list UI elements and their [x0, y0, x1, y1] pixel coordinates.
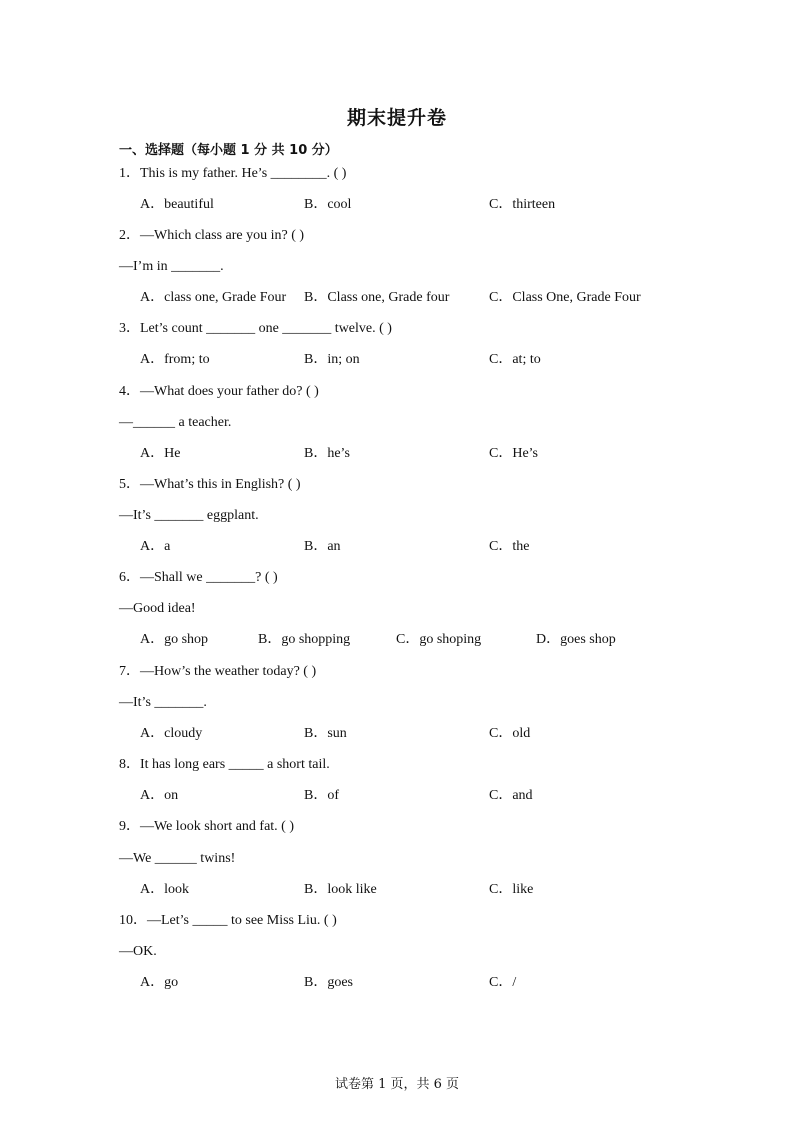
answer-option: B．an	[304, 539, 341, 554]
answer-option: A．go	[140, 975, 179, 990]
question-stem: 8．It has long ears _____ a short tail.	[119, 757, 330, 772]
page-footer: 试卷第 1 页，共 6 页	[334, 1077, 460, 1092]
answer-option: C．thirteen	[489, 197, 556, 212]
answer-option: A．on	[140, 788, 179, 803]
answer-option: C．the	[489, 539, 530, 554]
answer-option: C．/	[489, 975, 517, 990]
answer-option: B．he’s	[304, 446, 350, 461]
answer-option: B．go shopping	[258, 632, 351, 647]
question-dialogue-line: —OK.	[119, 944, 157, 959]
question-stem: 5．—What’s this in English? ( )	[119, 477, 301, 492]
question-stem: 6．—Shall we _______? ( )	[119, 570, 278, 585]
answer-option: A．He	[140, 446, 181, 461]
answer-option: D．goes shop	[536, 632, 616, 647]
answer-option: A．look	[140, 882, 189, 897]
answer-option: A．from; to	[140, 352, 210, 367]
answer-option: B．sun	[304, 726, 347, 741]
answer-option: C．Class One, Grade Four	[489, 290, 641, 305]
question-stem: 2．—Which class are you in? ( )	[119, 228, 305, 243]
answer-option: B．cool	[304, 197, 352, 212]
answer-option: C．go shoping	[396, 632, 482, 647]
answer-option: C．and	[489, 788, 533, 803]
answer-option: B．look like	[304, 882, 377, 897]
question-stem: 10．—Let’s _____ to see Miss Liu. ( )	[119, 913, 337, 928]
question-stem: 3．Let’s count _______ one _______ twelve. ( )	[119, 321, 392, 336]
question-stem: 4．—What does your father do? ( )	[119, 384, 319, 399]
answer-option: C．old	[489, 726, 531, 741]
question-dialogue-line: —It’s _______ eggplant.	[119, 508, 259, 523]
answer-option: A．cloudy	[140, 726, 203, 741]
answer-option: C．like	[489, 882, 534, 897]
question-stem: 1．This is my father. He’s ________. ( )	[119, 166, 347, 181]
answer-option: A．go shop	[140, 632, 209, 647]
page-title: 期末提升卷	[346, 107, 447, 129]
answer-option: B．Class one, Grade four	[304, 290, 450, 305]
answer-option: B．in; on	[304, 352, 360, 367]
question-dialogue-line: —Good idea!	[119, 601, 196, 616]
question-dialogue-line: —I’m in _______.	[119, 259, 224, 274]
answer-option: C．He’s	[489, 446, 538, 461]
question-dialogue-line: —We ______ twins!	[119, 851, 236, 866]
question-stem: 9．—We look short and fat. ( )	[119, 819, 294, 834]
answer-option: A．class one, Grade Four	[140, 290, 287, 305]
question-stem: 7．—How’s the weather today? ( )	[119, 664, 317, 679]
answer-option: B．of	[304, 788, 339, 803]
answer-option: C．at; to	[489, 352, 541, 367]
answer-option: A．beautiful	[140, 197, 214, 212]
answer-option: B．goes	[304, 975, 353, 990]
answer-option: A．a	[140, 539, 171, 554]
question-dialogue-line: —______ a teacher.	[119, 415, 232, 430]
question-dialogue-line: —It’s _______.	[119, 695, 207, 710]
section-heading: 一、选择题（每小题 1 分 共 10 分）	[119, 143, 338, 158]
